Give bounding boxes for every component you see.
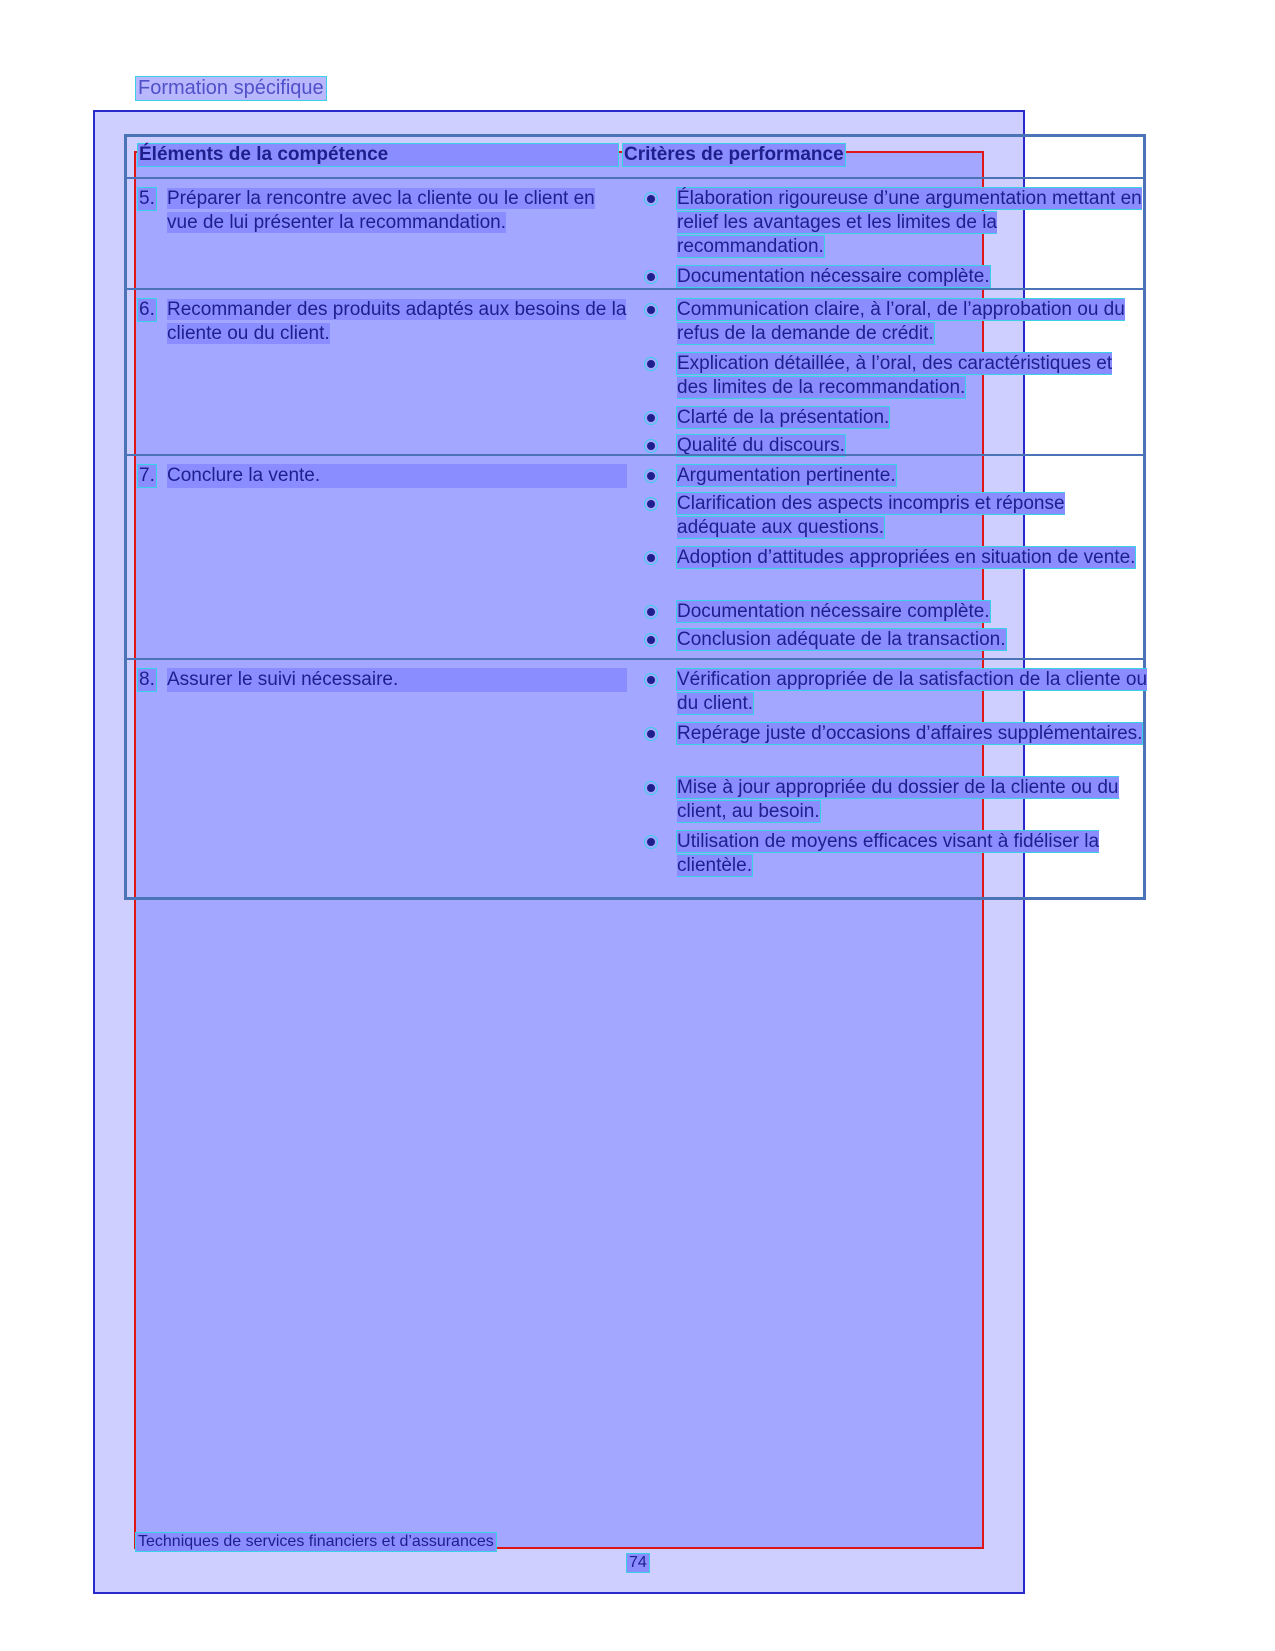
table-row	[127, 454, 1143, 658]
element-number: 5.	[139, 188, 155, 209]
bullet-icon	[647, 306, 655, 314]
bullet-icon	[647, 838, 655, 846]
criterion-item: Mise à jour appropriée du dossier de la cliente ou du client, au besoin.	[647, 776, 1147, 824]
element-text: Conclure la vente.	[167, 464, 627, 488]
table-row	[127, 177, 1143, 288]
criterion-item: Documentation nécessaire complète.	[647, 600, 1147, 622]
bullet-icon	[647, 636, 655, 644]
element-number: 7.	[139, 465, 155, 486]
criterion-item: Clarté de la présentation.	[647, 406, 1147, 428]
table-row	[127, 658, 1148, 900]
bullet-icon	[647, 730, 655, 738]
criteria-list	[647, 464, 1147, 656]
element-number: 8.	[139, 669, 155, 690]
criterion-item: Conclusion adéquate de la transaction.	[647, 628, 1147, 650]
bullet-icon	[647, 500, 655, 508]
criteria-list	[647, 298, 1147, 462]
table-row	[127, 288, 1143, 454]
table-header-row	[127, 137, 1143, 177]
column-header-criteria: Critères de performance	[624, 144, 844, 165]
criterion-item: Clarification des aspects incompris et réponse adéquate aux questions.	[647, 492, 1147, 540]
bullet-icon	[647, 195, 655, 203]
bullet-icon	[647, 554, 655, 562]
footer-program-name: Techniques de services financiers et d’assurances	[135, 1532, 497, 1552]
criterion-item: Repérage juste d’occasions d’affaires supplémentaires.	[647, 722, 1147, 770]
criteria-list	[647, 187, 1147, 295]
competence-table	[124, 134, 1146, 900]
bullet-icon	[647, 273, 655, 281]
element-text: Préparer la rencontre avec la cliente ou le client en vue de lui présenter la recommandation.	[167, 188, 595, 233]
criterion-item: Argumentation pertinente.	[647, 464, 1147, 486]
bullet-icon	[647, 360, 655, 368]
element-text: Recommander des produits adaptés aux besoins de la cliente ou du client.	[167, 299, 627, 344]
element-text: Assurer le suivi nécessaire.	[167, 668, 627, 692]
bullet-icon	[647, 442, 655, 450]
criterion-item: Élaboration rigoureuse d’une argumentation mettant en relief les avantages et les limites de la recommandation.	[647, 187, 1147, 259]
criterion-item: Communication claire, à l’oral, de l’approbation ou du refus de la demande de crédit.	[647, 298, 1147, 346]
bullet-icon	[647, 414, 655, 422]
bullet-icon	[647, 472, 655, 480]
element-number: 6.	[139, 299, 155, 320]
bullet-icon	[647, 784, 655, 792]
page-header-title: Formation spécifique	[135, 76, 327, 101]
criterion-item: Explication détaillée, à l’oral, des caractéristiques et des limites de la recommandation.	[647, 352, 1147, 400]
bullet-icon	[647, 608, 655, 616]
criterion-item: Qualité du discours.	[647, 434, 1147, 456]
column-header-elements: Éléments de la compétence	[137, 143, 619, 167]
criterion-item: Documentation nécessaire complète.	[647, 265, 1147, 289]
criterion-item: Vérification appropriée de la satisfaction de la cliente ou du client.	[647, 668, 1147, 716]
criterion-item: Adoption d’attitudes appropriées en situation de vente.	[647, 546, 1147, 594]
criteria-list	[647, 668, 1147, 884]
bullet-icon	[647, 676, 655, 684]
page-number: 74	[626, 1553, 650, 1573]
criterion-item: Utilisation de moyens efficaces visant à fidéliser la clientèle.	[647, 830, 1147, 878]
